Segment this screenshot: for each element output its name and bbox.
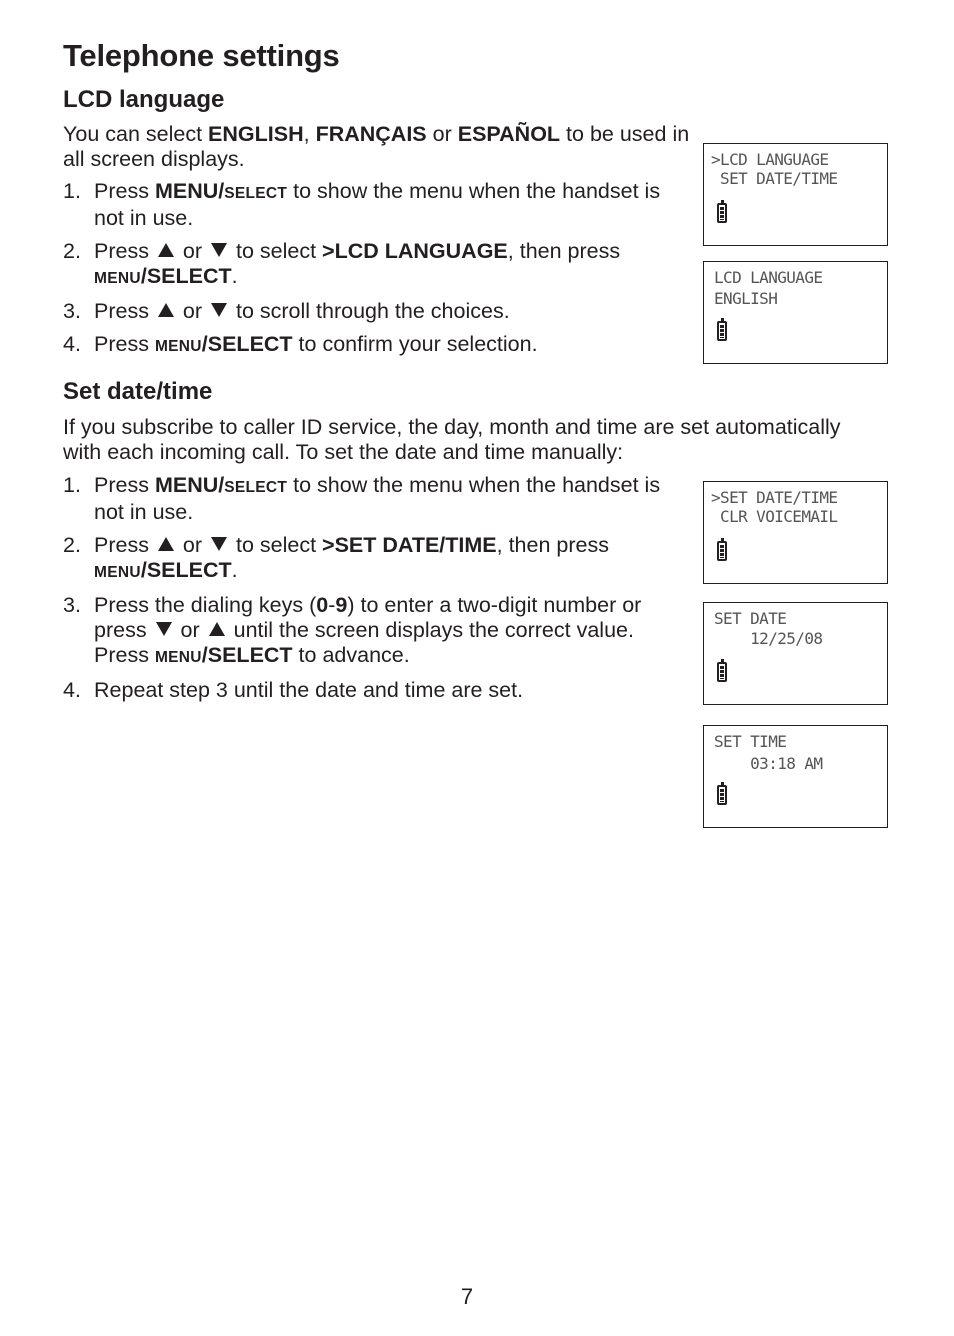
down-arrow-icon bbox=[156, 622, 172, 636]
lcd-screen bbox=[703, 725, 888, 828]
list-item: 1. Press MENU/SELECT to show the menu when the handset is not in use. bbox=[63, 179, 661, 230]
lcd-screen bbox=[703, 481, 888, 584]
list-item: 3. Press the dialing keys (0-9) to enter a two-digit number or press or until the screen displays the correct value. Press MENU/SELECT to advance. bbox=[63, 593, 642, 667]
lcd-screen bbox=[703, 602, 888, 705]
up-arrow-icon bbox=[158, 537, 174, 551]
down-arrow-icon bbox=[211, 537, 227, 551]
lcd-language-heading: LCD language bbox=[63, 86, 225, 113]
list-item: 2. Press or to select >SET DATE/TIME, then press MENU/SELECT. bbox=[63, 533, 609, 582]
list-item: 4. Press MENU/SELECT to confirm your selection. bbox=[63, 332, 538, 356]
lcd-line: 12/25/08 bbox=[714, 629, 823, 648]
list-item: 2. Press or to select >LCD LANGUAGE, then press MENU/SELECT. bbox=[63, 239, 621, 288]
lcd-screen bbox=[703, 143, 888, 246]
up-arrow-icon bbox=[209, 622, 225, 636]
lcd-line: SET DATE/TIME bbox=[711, 169, 838, 188]
page-number: 7 bbox=[460, 1284, 474, 1309]
set-date-time-heading: Set date/time bbox=[63, 378, 213, 405]
battery-icon bbox=[717, 662, 727, 682]
page-title: Telephone settings bbox=[63, 38, 340, 73]
set-date-time-intro: If you subscribe to caller ID service, the day, month and time are set automatically with each incoming call. To set the date and time manually: bbox=[63, 415, 841, 464]
battery-icon bbox=[717, 203, 727, 223]
up-arrow-icon bbox=[158, 303, 174, 317]
down-arrow-icon bbox=[211, 303, 227, 317]
battery-icon bbox=[717, 541, 727, 561]
list-item: 4. Repeat step 3 until the date and time are set. bbox=[63, 678, 524, 702]
lcd-line: SET TIME bbox=[714, 732, 787, 751]
lcd-language-steps bbox=[63, 179, 688, 367]
lcd-line: ENGLISH bbox=[714, 289, 778, 308]
down-arrow-icon bbox=[211, 243, 227, 257]
lcd-line: CLR VOICEMAIL bbox=[711, 507, 838, 526]
lcd-line: 03:18 AM bbox=[714, 754, 823, 773]
lcd-line: >SET DATE/TIME bbox=[711, 488, 838, 507]
lcd-line: LCD LANGUAGE bbox=[714, 268, 823, 287]
lcd-line: SET DATE bbox=[714, 609, 787, 628]
list-item: 1. Press MENU/SELECT to show the menu when the handset is not in use. bbox=[63, 473, 661, 524]
lcd-line: >LCD LANGUAGE bbox=[711, 150, 829, 169]
battery-icon bbox=[717, 321, 727, 341]
list-item: 3. Press or to scroll through the choices. bbox=[63, 299, 510, 323]
battery-icon bbox=[717, 785, 727, 805]
set-date-time-steps bbox=[63, 473, 688, 711]
lcd-language-intro: You can select ENGLISH, FRANÇAIS or ESPAÑOL to be used in all screen displays. bbox=[63, 122, 690, 171]
up-arrow-icon bbox=[158, 243, 174, 257]
lcd-screen bbox=[703, 261, 888, 364]
